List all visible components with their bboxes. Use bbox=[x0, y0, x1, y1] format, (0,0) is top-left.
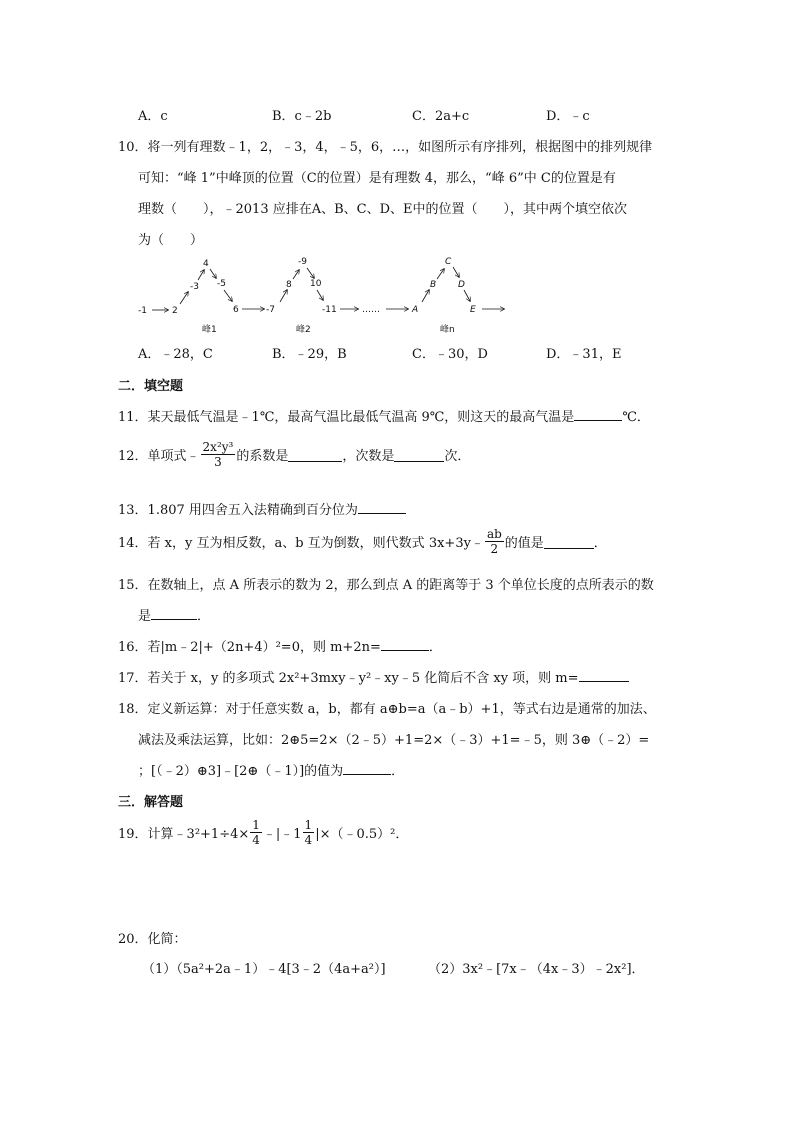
q12: 12．单项式﹣ $\frac{\text{2x²y³}}{3}$ 的系数是 ，次数是 次． bbox=[118, 440, 471, 469]
q15-line1: 15．在数轴上，点 A 所表示的数为 2，那么到点 A 的距离等于 3 个单位长度的点所表示的数 bbox=[118, 578, 654, 593]
q10-line1: 10．将一列有理数﹣1，2，﹣3，4，﹣5，6，…，如图所示有序排列，根据图中的排列规律 bbox=[118, 140, 653, 155]
peakn-e: E bbox=[470, 305, 476, 315]
section-solve: 三．解答题 bbox=[118, 795, 184, 810]
peak1-label: 峰1 bbox=[202, 325, 217, 335]
q14: 14．若 x，y 互为相反数，a、b 互为倒数，则代数式 3x+3y﹣ $\frac{ab}{2}$ 的值是 ． bbox=[118, 527, 607, 556]
peak1-6: 6 bbox=[233, 305, 239, 315]
q18-line2: 减法及乘法运算，比如：2⊕5=2×（2﹣5）+1=2×（﹣3）+1=﹣5，则 3⊕（﹣2）= bbox=[138, 733, 650, 748]
q17-blank[interactable] bbox=[579, 668, 629, 682]
q10-option-a: A．﹣28，C bbox=[138, 347, 213, 362]
q13-blank[interactable] bbox=[358, 500, 406, 514]
peak2-10: 10 bbox=[310, 279, 322, 289]
q20-part2: （2）3x²﹣[7x﹣（4x﹣3）﹣2x²]． bbox=[428, 962, 645, 977]
q16-blank[interactable] bbox=[381, 637, 429, 651]
q19-fraction2: $\frac{1}{4}$ bbox=[304, 818, 313, 847]
q17: 17．若关于 x，y 的多项式 2x²+3mxy﹣y²﹣xy﹣5 化简后不含 xy 项，则 m= bbox=[118, 667, 629, 686]
q20-part1: （1）（5a²+2a﹣1）﹣4[3﹣2（4a+a²）] bbox=[142, 962, 386, 977]
peak2-n11: -11 bbox=[322, 305, 337, 315]
q10-option-d: D．﹣31，E bbox=[546, 347, 622, 362]
q18-line1: 18．定义新运算：对于任意实数 a，b，都有 a⊕b=a（a﹣b）+1，等式右边是通常的加法、 bbox=[118, 702, 656, 717]
peak1-2: 2 bbox=[172, 306, 178, 316]
peak1-4: 4 bbox=[203, 259, 209, 269]
q9-option-d: D．﹣c bbox=[546, 109, 590, 124]
q9-option-c: C．2a+c bbox=[412, 109, 470, 124]
q10-option-b: B．﹣29，B bbox=[272, 347, 347, 362]
q11-blank[interactable] bbox=[574, 407, 622, 421]
q12-fraction: $\frac{\text{2x²y³}}{3}$ bbox=[202, 440, 234, 469]
q10-line2: 可知：“峰 1”中峰顶的位置（C的位置）是有理数 4，那么，“峰 6”中 C的位置是有 bbox=[138, 171, 616, 186]
peak2-label: 峰2 bbox=[296, 325, 311, 335]
q9-option-b: B．c﹣2b bbox=[272, 109, 332, 124]
q12-blank2[interactable] bbox=[394, 448, 444, 462]
peakn-d: D bbox=[458, 280, 465, 290]
diagram-dots: …… bbox=[362, 305, 380, 315]
peak1-n3: -3 bbox=[190, 282, 199, 292]
peak2-n7: -7 bbox=[266, 305, 275, 315]
q9-option-a: A．c bbox=[138, 109, 168, 124]
peaks-diagram bbox=[130, 252, 520, 338]
peakn-label: 峰n bbox=[440, 325, 455, 335]
q19: 19．计算﹣3²+1÷4× $\frac{1}{4}$ ﹣|﹣1 $\frac{1}{4}$ |×（﹣0.5）²． bbox=[118, 818, 409, 847]
q10-option-c: C．﹣30，D bbox=[412, 347, 488, 362]
q18-blank[interactable] bbox=[343, 761, 391, 775]
q13: 13．1.807 用四舍五入法精确到百分位为 bbox=[118, 499, 406, 518]
peakn-b: B bbox=[430, 280, 437, 290]
q20-title: 20．化简： bbox=[118, 932, 187, 947]
q16: 16．若|m﹣2|+（2n+4）²=0，则 m+2n= ． bbox=[118, 636, 442, 655]
q15-blank[interactable] bbox=[151, 606, 197, 620]
q11: 11．某天最低气温是﹣1℃，最高气温比最低气温高 9℃，则这天的最高气温是 ℃． bbox=[118, 406, 650, 425]
peak2-8: 8 bbox=[286, 280, 292, 290]
q12-blank1[interactable] bbox=[288, 448, 342, 462]
q10-line4: 为（ ） bbox=[138, 233, 204, 248]
peakn-a: A bbox=[412, 305, 419, 315]
section-fill-in: 二．填空题 bbox=[118, 379, 184, 394]
q15-line2: 是 ． bbox=[138, 605, 210, 624]
q14-fraction: $\frac{ab}{2}$ bbox=[486, 527, 502, 556]
peak1-n5: -5 bbox=[217, 279, 226, 289]
q10-line3: 理数（ ），﹣2013 应排在A、B、C、D、E中的位置（ ），其中两个填空依次 bbox=[138, 202, 628, 217]
q19-fraction1: $\frac{1}{4}$ bbox=[252, 818, 260, 847]
q14-blank[interactable] bbox=[544, 535, 594, 549]
peakn-c: C bbox=[445, 257, 452, 267]
diagram-start: -1 bbox=[138, 306, 147, 316]
q18-line3: ；[（﹣2）⊕3]﹣[2⊕（﹣1）]的值为 ． bbox=[138, 760, 404, 779]
peak2-n9: -9 bbox=[298, 257, 307, 267]
